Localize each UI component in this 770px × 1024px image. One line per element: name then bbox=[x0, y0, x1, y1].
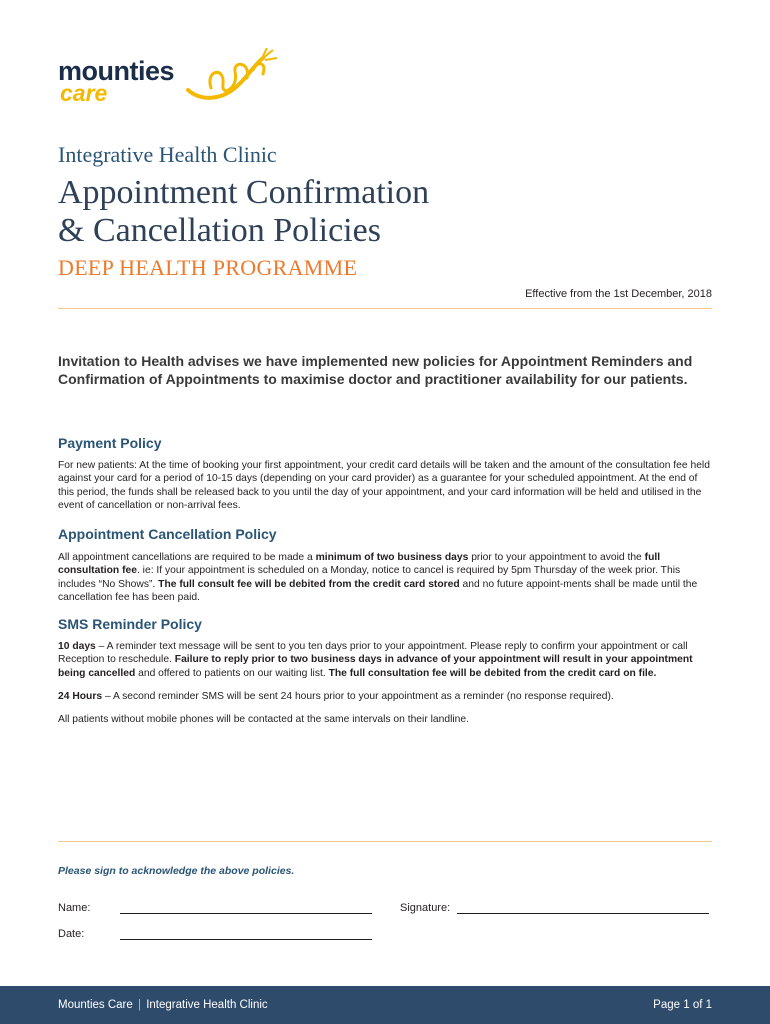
cancellation-policy-section bbox=[58, 526, 712, 604]
sign-prompt: Please sign to acknowledge the above policies. bbox=[58, 865, 295, 877]
logo-word-mounties: mounties bbox=[58, 56, 175, 86]
page-footer bbox=[0, 986, 770, 1024]
clinic-name: Integrative Health Clinic bbox=[58, 142, 277, 167]
programme-name: DEEP HEALTH PROGRAMME bbox=[58, 255, 358, 280]
name-field[interactable] bbox=[120, 913, 372, 914]
payment-policy-heading: Payment Policy bbox=[58, 435, 162, 451]
sms-ten-day-text: 10 days – A reminder text message will be sent to you ten days prior to your appointment. Please reply to confirm your appointment or call Reception to reschedule. Failure to reply prior to two business days in advance of your appointment will result in your appointment being cancelled and offered to patients on our waiting list. The full consultation fee will be debited from the credit card on file. bbox=[58, 641, 693, 679]
page-title bbox=[58, 174, 718, 250]
payment-policy-section bbox=[58, 435, 712, 512]
name-label: Name: bbox=[58, 902, 91, 914]
signature-field[interactable] bbox=[457, 913, 709, 914]
intro-paragraph: Invitation to Health advises we have implemented new policies for Appointment Reminders and Confirmation of Appointments to maximise doctor and practitioner availability for our patients. bbox=[58, 353, 693, 387]
payment-policy-text: For new patients: At the time of booking your first appointment, your credit card details will be taken and the amount of the consultation fee held against your card for a period of 10-15 days (depending on your card provider) as a guarantee for your scheduled appointment. At the end of this period, the funds shall be released back to you until the day of your appointment, and your card information will be held and utilised in the event of cancellation or non-arrival fees. bbox=[58, 460, 710, 511]
cancellation-policy-text: All appointment cancellations are required to be made a minimum of two business days prior to your appointment to avoid the full consultation fee. ie: If your appointment is scheduled on a Monday, notice to cancel is required by 5pm Thursday of the week prior. This includes “No Shows”. The full consult fee will be debited from the credit card stored and no future appoint-ments shall be made until the cancellation fee has been paid. bbox=[58, 552, 698, 603]
date-label: Date: bbox=[58, 928, 85, 940]
header-divider bbox=[58, 308, 712, 309]
title-line-1: Appointment Confirmation bbox=[58, 174, 430, 211]
sms-landline-text: All patients without mobile phones will be contacted at the same intervals on their landline. bbox=[58, 714, 469, 726]
signature-divider bbox=[58, 841, 712, 842]
footer-org: Mounties Care | Integrative Health Clinic bbox=[58, 999, 268, 1011]
effective-date: Effective from the 1st December, 2018 bbox=[525, 288, 712, 300]
logo-swirl-icon bbox=[183, 48, 278, 112]
signature-label: Signature: bbox=[400, 902, 451, 914]
sms-policy-section bbox=[58, 616, 712, 726]
logo-word-care: care bbox=[60, 80, 108, 106]
page-number: Page 1 of 1 bbox=[653, 999, 712, 1011]
sms-24-hour-text: 24 Hours – A second reminder SMS will be sent 24 hours prior to your appointment as a reminder (no response required). bbox=[58, 690, 614, 702]
cancellation-policy-heading: Appointment Cancellation Policy bbox=[58, 526, 277, 542]
title-line-2: & Cancellation Policies bbox=[58, 212, 381, 249]
date-field[interactable] bbox=[120, 939, 372, 940]
sms-policy-heading: SMS Reminder Policy bbox=[58, 616, 202, 632]
mounties-care-logo bbox=[58, 48, 278, 112]
